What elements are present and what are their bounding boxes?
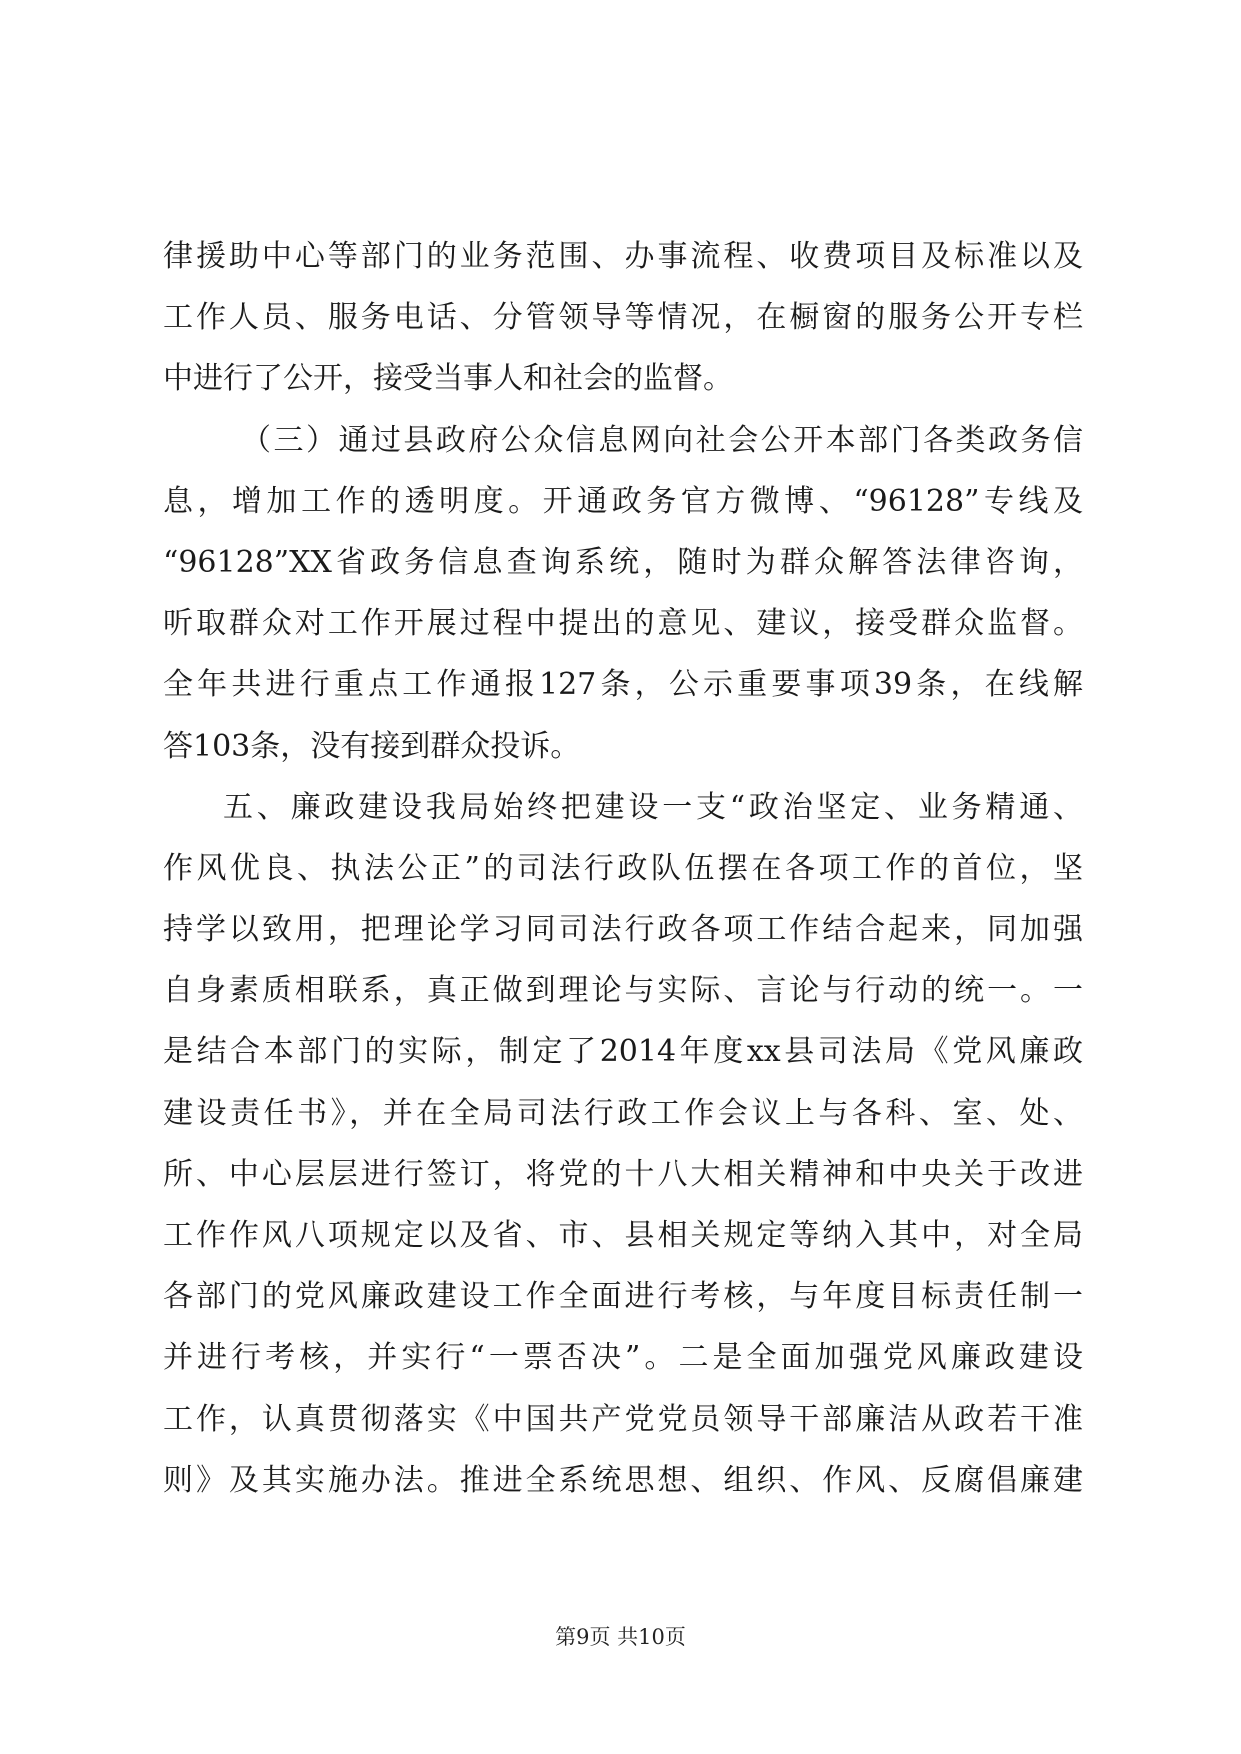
text-line: 工作作风八项规定以及省、市、县相关规定等纳入其中，对全局 bbox=[163, 1218, 1083, 1253]
text-line: 自身素质相联系，真正做到理论与实际、言论与行动的统一。一 bbox=[163, 973, 1083, 1009]
text-line: 所、中心层层进行签订，将党的十八大相关精神和中央关于改进 bbox=[163, 1156, 1083, 1192]
text-line: 工作人员、服务电话、分管领导等情况，在橱窗的服务公开专栏 bbox=[163, 300, 1083, 336]
text-line: 作风优良、执法公正”的司法行政队伍摆在各项工作的首位，坚 bbox=[163, 850, 1083, 886]
paragraph-start-line: （三）通过县政府公众信息网向社会公开本部门各类政务信 bbox=[241, 422, 1083, 458]
text-line: 各部门的党风廉政建设工作全面进行考核，与年度目标责任制一 bbox=[163, 1279, 1083, 1315]
page-number-label: 第9页 共10页 bbox=[555, 1625, 686, 1649]
text-line: 答103条，没有接到群众投诉。 bbox=[163, 728, 581, 764]
text-line: 建设责任书》，并在全局司法行政工作会议上与各科、室、处、 bbox=[163, 1095, 1083, 1131]
page-footer bbox=[0, 1622, 1241, 1652]
text-line: 工作，认真贯彻落实《中国共产党党员领导干部廉洁从政若干准 bbox=[163, 1401, 1083, 1437]
body-text bbox=[163, 226, 1083, 1511]
text-line: 则》及其实施办法。推进全系统思想、组织、作风、反腐倡廉建 bbox=[163, 1462, 1083, 1498]
text-line: 是结合本部门的实际，制定了2014年度xx县司法局《党风廉政 bbox=[163, 1034, 1083, 1070]
text-line: 全年共进行重点工作通报127条，公示重要事项39条，在线解 bbox=[163, 667, 1083, 703]
paragraph-start-line: 五、廉政建设我局始终把建设一支“政治坚定、业务精通、 bbox=[223, 789, 1083, 825]
text-line: 持学以致用，把理论学习同司法行政各项工作结合起来，同加强 bbox=[163, 912, 1083, 948]
text-line: 并进行考核，并实行“一票否决”。二是全面加强党风廉政建设 bbox=[163, 1340, 1083, 1376]
text-line: 息，增加工作的透明度。开通政务官方微博、“96128”专线及 bbox=[163, 483, 1083, 519]
text-line: “96128”XX省政务信息查询系统，随时为群众解答法律咨询， bbox=[163, 544, 1083, 580]
text-line: 律援助中心等部门的业务范围、办事流程、收费项目及标准以及 bbox=[163, 239, 1083, 274]
text-line: 中进行了公开，接受当事人和社会的监督。 bbox=[163, 361, 733, 397]
text-line: 听取群众对工作开展过程中提出的意见、建议，接受群众监督。 bbox=[163, 606, 1083, 642]
